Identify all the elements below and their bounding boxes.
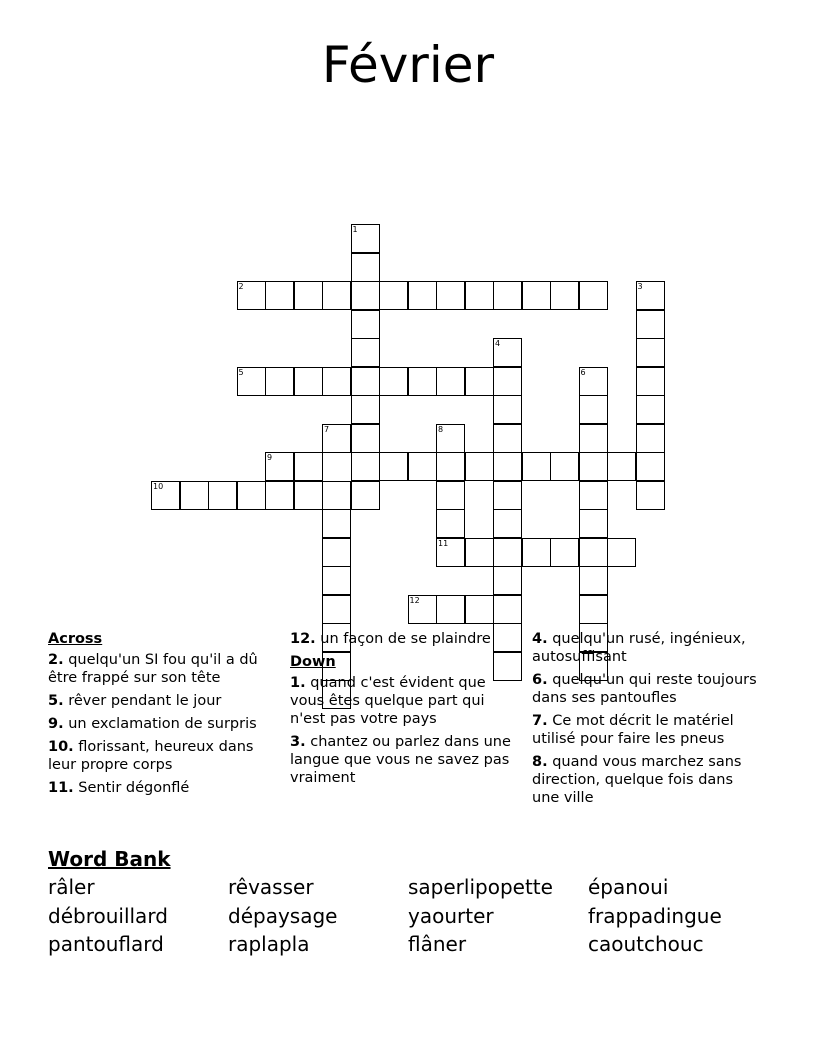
down-clue-8: 8. quand vous marchez sans direction, quelque fois dans une ville (532, 754, 742, 806)
grid-cell[interactable] (493, 367, 522, 396)
grid-cell[interactable] (237, 481, 266, 510)
down-clue-3: 3. chantez ou parlez dans une langue que vous ne savez pas vraiment (290, 734, 511, 786)
word-bank-word: débrouillard (48, 904, 168, 928)
clue-number: 3 (637, 282, 643, 291)
grid-cell-numbered[interactable] (579, 367, 608, 396)
grid-cell[interactable] (522, 281, 551, 310)
grid-cell[interactable] (493, 481, 522, 510)
grid-cell[interactable] (579, 566, 608, 595)
grid-cell[interactable] (465, 452, 494, 481)
page-title: Février (321, 36, 495, 94)
clue-number: 9 (267, 453, 273, 462)
grid-cell[interactable] (436, 452, 465, 481)
grid-cell[interactable] (351, 395, 380, 424)
grid-cell-numbered[interactable] (322, 424, 351, 453)
grid-cell[interactable] (351, 253, 380, 282)
clue-number: 8 (438, 424, 444, 434)
word-bank-word: pantouflard (48, 932, 164, 956)
clue-number: 5 (238, 367, 244, 377)
grid-cell[interactable] (493, 452, 522, 481)
grid-cell[interactable] (636, 395, 665, 424)
across-clue-9: 9. un exclamation de surpris (48, 716, 257, 732)
grid-cell[interactable] (322, 595, 351, 624)
grid-cell[interactable] (436, 367, 465, 396)
grid-cell[interactable] (351, 481, 380, 510)
grid-cell-numbered[interactable] (636, 281, 665, 310)
down-heading: Down (290, 654, 336, 670)
grid-cell[interactable] (579, 538, 608, 567)
grid-cell[interactable] (351, 452, 380, 481)
grid-cell[interactable] (322, 481, 351, 510)
grid-cell[interactable] (579, 281, 608, 310)
down-clue-7: 7. Ce mot décrit le matériel utilisé pour faire les pneus (532, 713, 734, 747)
grid-cell[interactable] (379, 452, 408, 481)
grid-cell[interactable] (522, 538, 551, 567)
grid-cell[interactable] (493, 281, 522, 310)
grid-cell[interactable] (636, 424, 665, 453)
clue-number: 4 (495, 339, 501, 348)
grid-cell[interactable] (465, 367, 494, 396)
across-clue-2: 2. quelqu'un SI fou qu'il a dû être frappé sur son tête (48, 652, 258, 686)
grid-cell[interactable] (208, 481, 237, 510)
grid-cell[interactable] (351, 424, 380, 453)
grid-cell[interactable] (493, 566, 522, 595)
grid-cell[interactable] (579, 395, 608, 424)
grid-cell-numbered[interactable] (237, 367, 266, 396)
grid-cell[interactable] (436, 509, 465, 538)
clues-column-2 (290, 630, 522, 792)
grid-cell[interactable] (636, 367, 665, 396)
clue-number: 6 (580, 367, 586, 377)
word-bank-word: caoutchouc (588, 932, 704, 956)
grid-cell[interactable] (636, 481, 665, 510)
grid-cell[interactable] (294, 367, 323, 396)
word-bank-word: rêvasser (228, 875, 314, 899)
grid-cell[interactable] (607, 452, 636, 481)
grid-cell[interactable] (436, 481, 465, 510)
grid-cell[interactable] (493, 424, 522, 453)
grid-cell[interactable] (379, 281, 408, 310)
grid-cell[interactable] (379, 367, 408, 396)
grid-cell[interactable] (351, 338, 380, 367)
clue-number: 1 (352, 225, 358, 234)
grid-cell[interactable] (294, 481, 323, 510)
grid-cell[interactable] (636, 338, 665, 367)
grid-cell[interactable] (493, 509, 522, 538)
grid-cell[interactable] (351, 367, 380, 396)
word-bank-word: frappadingue (588, 904, 722, 928)
across-clue-12: 12. un façon de se plaindre (290, 631, 491, 647)
grid-cell[interactable] (550, 281, 579, 310)
grid-cell[interactable] (408, 367, 437, 396)
across-clue-11: 11. Sentir dégonflé (48, 780, 190, 796)
grid-cell[interactable] (265, 367, 294, 396)
grid-cell[interactable] (351, 310, 380, 339)
grid-cell[interactable] (607, 538, 636, 567)
grid-cell-numbered[interactable] (436, 424, 465, 453)
clue-number: 12 (409, 595, 420, 605)
grid-cell[interactable] (465, 538, 494, 567)
word-bank-word: dépaysage (228, 904, 338, 928)
grid-cell[interactable] (322, 566, 351, 595)
word-bank-heading: Word Bank (48, 847, 171, 871)
grid-cell[interactable] (265, 281, 294, 310)
clues-column-3 (532, 630, 764, 812)
word-bank-word: saperlipopette (408, 875, 553, 899)
grid-cell[interactable] (322, 509, 351, 538)
grid-cell[interactable] (550, 538, 579, 567)
grid-cell[interactable] (265, 481, 294, 510)
grid-cell[interactable] (322, 281, 351, 310)
grid-cell[interactable] (493, 595, 522, 624)
grid-cell[interactable] (493, 395, 522, 424)
grid-cell-numbered[interactable] (351, 224, 380, 253)
clues-column-1 (48, 630, 280, 802)
grid-cell[interactable] (294, 281, 323, 310)
word-bank-word: flâner (408, 932, 467, 956)
clue-number: 2 (238, 282, 244, 291)
grid-cell[interactable] (322, 538, 351, 567)
grid-cell[interactable] (579, 509, 608, 538)
clue-number: 10 (153, 481, 164, 491)
grid-cell[interactable] (493, 538, 522, 567)
down-clue-1: 1. quand c'est évident que vous êtes quelque part qui n'est pas votre pays (290, 675, 486, 727)
across-clue-5: 5. rêver pendant le jour (48, 693, 222, 709)
clue-number: 7 (324, 424, 330, 434)
grid-cell[interactable] (636, 452, 665, 481)
grid-cell-numbered[interactable] (436, 538, 465, 567)
grid-cell-numbered[interactable] (408, 595, 437, 624)
grid-cell-numbered[interactable] (265, 452, 294, 481)
grid-cell[interactable] (636, 310, 665, 339)
word-bank-word: raplapla (228, 932, 310, 956)
clue-number: 11 (438, 538, 449, 548)
grid-cell[interactable] (436, 281, 465, 310)
grid-cell[interactable] (522, 452, 551, 481)
grid-cell-numbered[interactable] (237, 281, 266, 310)
word-bank-word: épanoui (588, 875, 669, 899)
word-bank-word: râler (48, 875, 95, 899)
word-bank-word: yaourter (408, 904, 494, 928)
grid-cell[interactable] (408, 452, 437, 481)
grid-cell-numbered[interactable] (493, 338, 522, 367)
grid-cell-numbered[interactable] (151, 481, 180, 510)
grid-cell[interactable] (408, 281, 437, 310)
grid-cell[interactable] (465, 595, 494, 624)
across-heading: Across (48, 631, 103, 647)
down-clue-6: 6. quelqu'un qui reste toujours dans ses pantoufles (532, 672, 757, 706)
grid-cell[interactable] (465, 281, 494, 310)
grid-cell[interactable] (294, 452, 323, 481)
grid-cell[interactable] (579, 452, 608, 481)
grid-cell[interactable] (436, 595, 465, 624)
grid-cell[interactable] (550, 452, 579, 481)
grid-cell[interactable] (351, 281, 380, 310)
grid-cell[interactable] (180, 481, 209, 510)
grid-cell[interactable] (579, 424, 608, 453)
down-clue-4: 4. quelqu'un rusé, ingénieux, autosuffisant (532, 631, 746, 665)
across-clue-10: 10. florissant, heureux dans leur propre corps (48, 739, 254, 773)
grid-cell[interactable] (322, 367, 351, 396)
grid-cell[interactable] (579, 481, 608, 510)
grid-cell[interactable] (579, 595, 608, 624)
